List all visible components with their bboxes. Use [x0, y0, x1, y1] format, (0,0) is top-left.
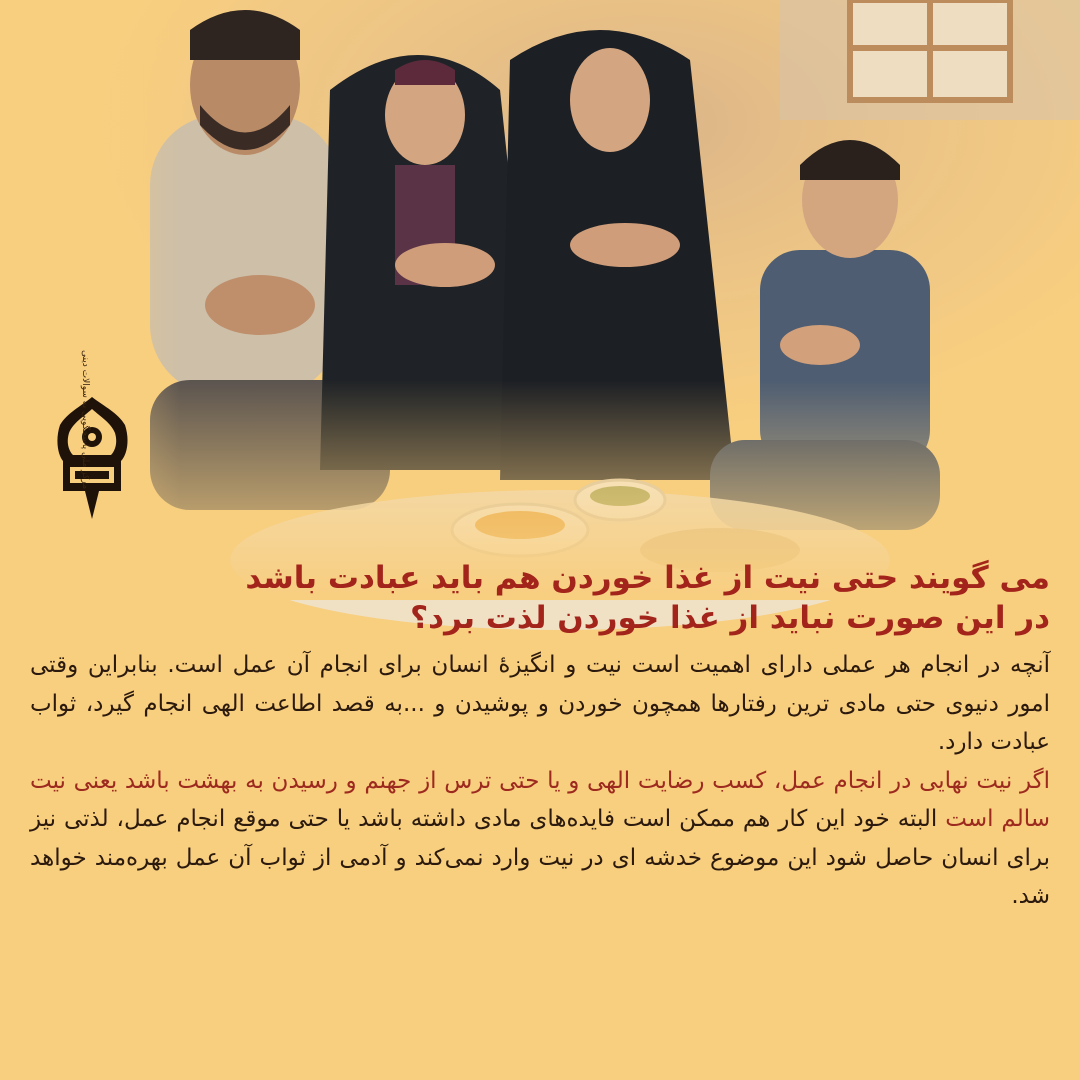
- title-line-1: می گویند حتی نیت از غذا خوردن هم باید عبادت باشد: [245, 560, 1050, 596]
- answer-highlight: اگر نیت نهایی در انجام عمل، کسب رضایت الهی و یا حتی ترس از جهنم و رسیدن به بهشت باشد یعنی نیت سالم است: [30, 767, 1050, 832]
- organization-logo-icon: [55, 395, 130, 525]
- answer-paragraph-2: البته خود این کار هم ممکن است فایده‌های مادی داشته باشد یا حتی موقع انجام عمل، لذتی نیز برای انسان حاصل شود این موضوع خدشه ای در نیت وارد نمی‌کند و آدمی از ثواب آن عمل بهره‌مند خواهد شد.: [30, 806, 1050, 909]
- answer-paragraph-1: آنچه در انجام هر عملی دارای اهمیت است نیت و انگیزۀ انسان برای انجام آن عمل است. بنابراین وقتی امور دنیوی حتی مادی ترین رفتارها همچون خوردن و پوشیدن و ...به قصد اطاعت الهی انجام گیرد، ثواب عبادت دارد.: [30, 652, 1050, 755]
- logo-caption: مرکز ملی پاسخگویی به سوالات دینی: [80, 350, 90, 490]
- answer-body: [30, 646, 1050, 916]
- title-line-2: در این صورت نباید از غذا خوردن لذت برد؟: [410, 600, 1050, 636]
- article-text: [30, 558, 1050, 916]
- question-title: [30, 558, 1050, 638]
- window-icon: [850, 0, 1010, 100]
